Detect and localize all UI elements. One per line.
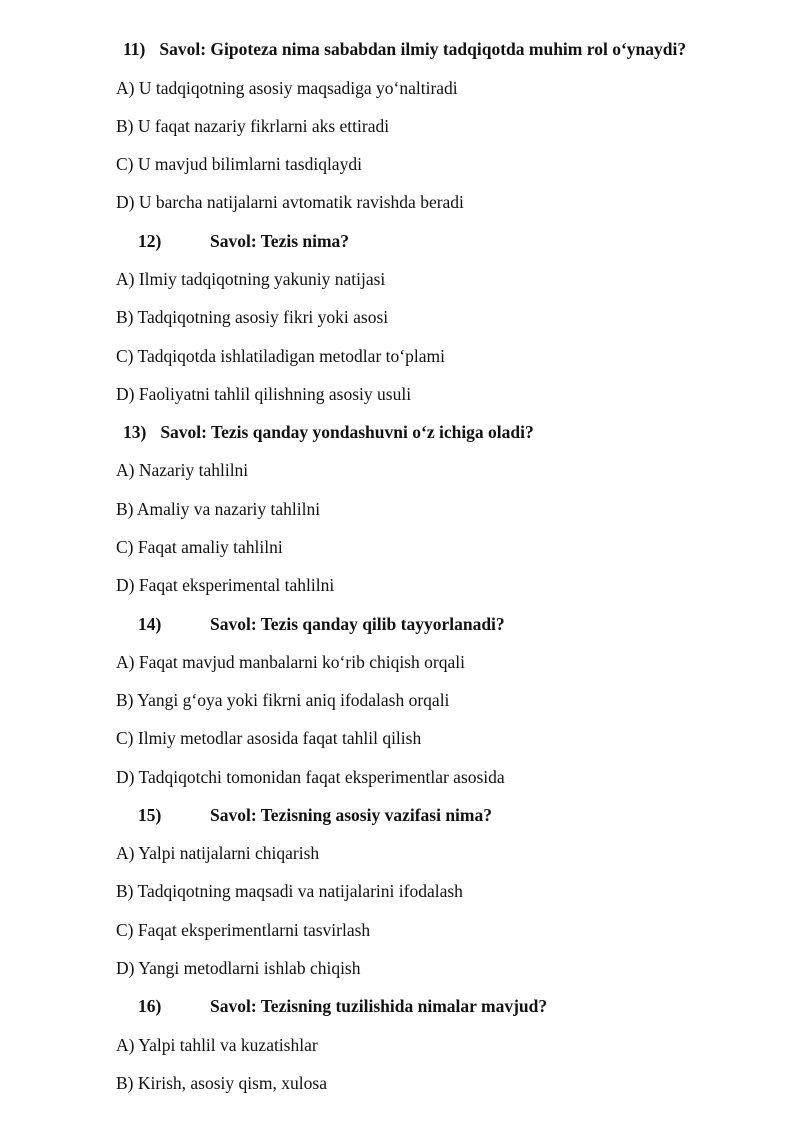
question-number: 11) bbox=[123, 39, 146, 59]
question-text: Savol: Tezis qanday qilib tayyorlanadi? bbox=[210, 614, 505, 634]
question-13 bbox=[123, 421, 534, 443]
option-a: A) Yalpi natijalarni chiqarish bbox=[116, 843, 320, 863]
question-number: 15) bbox=[138, 805, 162, 825]
option-a: A) Ilmiy tadqiqotning yakuniy natijasi bbox=[116, 269, 386, 289]
option-c: C) Ilmiy metodlar asosida faqat tahlil qilish bbox=[116, 728, 422, 748]
option-c: C) Tadqiqotda ishlatiladigan metodlar to‘plami bbox=[116, 346, 445, 366]
question-text: Savol: Tezis nima? bbox=[210, 231, 350, 251]
question-text: Savol: Tezisning tuzilishida nimalar mavjud? bbox=[210, 996, 548, 1016]
option-d: D) Tadqiqotchi tomonidan faqat eksperimentlar asosida bbox=[116, 767, 505, 787]
question-number: 13) bbox=[123, 422, 147, 442]
option-b: B) Tadqiqotning asosiy fikri yoki asosi bbox=[116, 307, 389, 327]
question-number: 14) bbox=[138, 614, 162, 634]
option-d: D) U barcha natijalarni avtomatik ravishda beradi bbox=[116, 192, 464, 212]
question-text: Savol: Tezisning asosiy vazifasi nima? bbox=[210, 805, 492, 825]
option-a: A) U tadqiqotning asosiy maqsadiga yo‘naltiradi bbox=[116, 78, 458, 98]
option-b: B) Tadqiqotning maqsadi va natijalarini ifodalash bbox=[116, 881, 463, 901]
option-d: D) Faoliyatni tahlil qilishning asosiy usuli bbox=[116, 384, 412, 404]
question-number: 16) bbox=[138, 996, 162, 1016]
question-16 bbox=[138, 995, 547, 1017]
option-c: C) Faqat eksperimentlarni tasvirlash bbox=[116, 920, 371, 940]
question-text: Savol: Gipoteza nima sababdan ilmiy tadqiqotda muhim rol o‘ynaydi? bbox=[159, 39, 687, 59]
question-text: Savol: Tezis qanday yondashuvni o‘z ichiga oladi? bbox=[160, 422, 534, 442]
option-a: A) Faqat mavjud manbalarni ko‘rib chiqish orqali bbox=[116, 652, 465, 672]
option-b: B) Kirish, asosiy qism, xulosa bbox=[116, 1073, 327, 1093]
question-14 bbox=[138, 613, 505, 635]
option-a: A) Yalpi tahlil va kuzatishlar bbox=[116, 1035, 318, 1055]
question-15 bbox=[138, 804, 492, 826]
question-12 bbox=[138, 230, 349, 252]
question-11 bbox=[123, 38, 686, 60]
option-a: A) Nazariy tahlilni bbox=[116, 460, 249, 480]
option-b: B) U faqat nazariy fikrlarni aks ettiradi bbox=[116, 116, 390, 136]
option-b: B) Amaliy va nazariy tahlilni bbox=[116, 499, 321, 519]
question-number: 12) bbox=[138, 231, 162, 251]
option-d: D) Yangi metodlarni ishlab chiqish bbox=[116, 958, 361, 978]
option-d: D) Faqat eksperimental tahlilni bbox=[116, 575, 335, 595]
option-b: B) Yangi g‘oya yoki fikrni aniq ifodalash orqali bbox=[116, 690, 450, 710]
option-c: C) U mavjud bilimlarni tasdiqlaydi bbox=[116, 154, 362, 174]
option-c: C) Faqat amaliy tahlilni bbox=[116, 537, 283, 557]
